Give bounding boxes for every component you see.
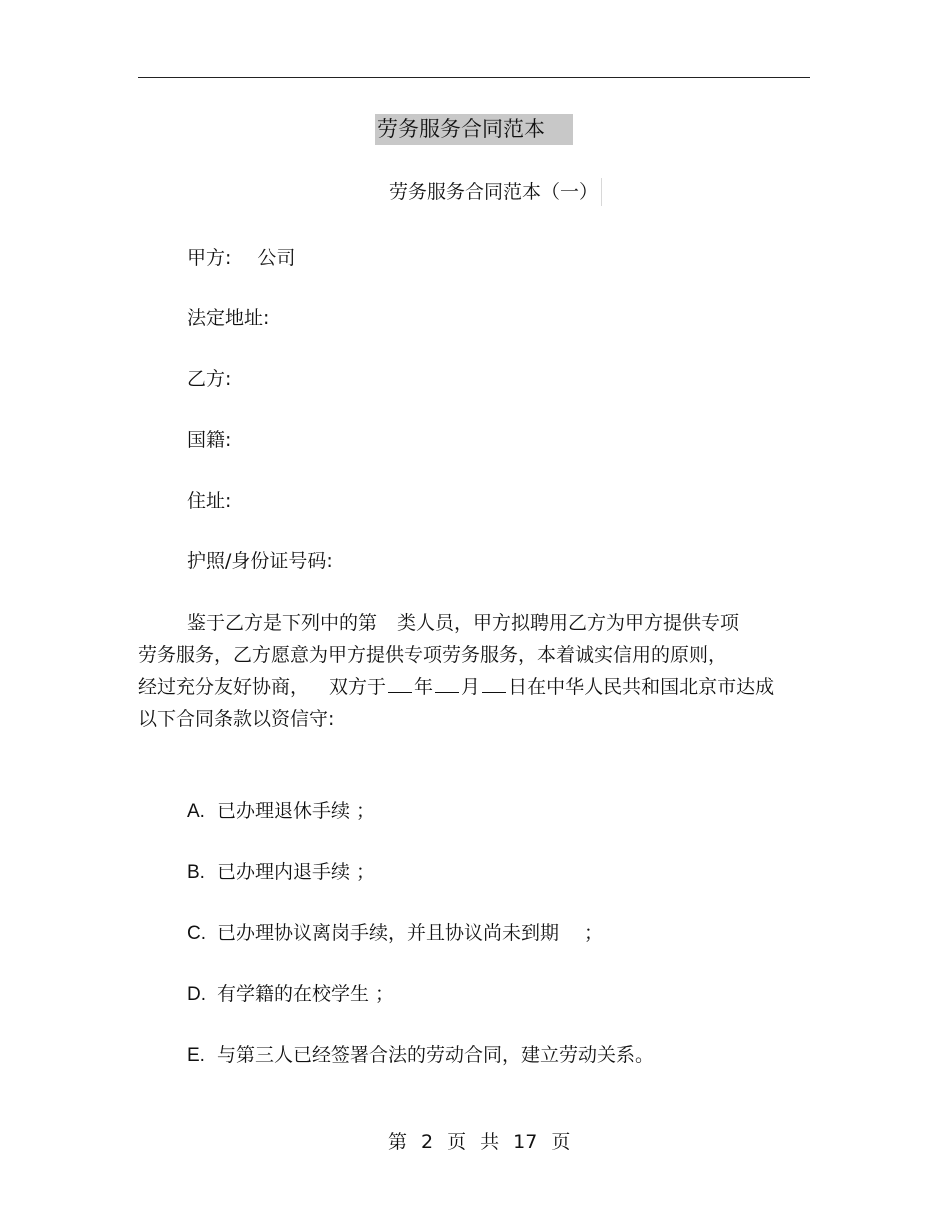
header-rule [138, 77, 810, 78]
option-letter: A. [187, 801, 205, 822]
address-label: 住址: [187, 490, 232, 512]
party-a-value: 公司 [257, 247, 296, 269]
option-letter: C. [187, 923, 206, 944]
option-text: 已办理退休手续 ； [217, 800, 376, 822]
page-prefix: 第 [388, 1131, 408, 1153]
preamble-text: 经过充分友好协商， [138, 676, 310, 698]
day-blank [482, 674, 506, 693]
month-blank [435, 674, 459, 693]
preamble-line-2: 劳务服务，乙方愿意为甲方提供专项劳务服务，本着诚实信用的原则， [138, 644, 728, 666]
page-word: 页 [447, 1131, 467, 1153]
option-letter: D. [187, 984, 206, 1005]
year-label: 年 [414, 676, 434, 698]
id-number-label: 护照/身份证号码: [187, 550, 333, 572]
party-b-label: 乙方: [187, 368, 232, 390]
option-item-e [187, 1041, 654, 1070]
party-b-field [187, 365, 231, 393]
legal-address-field [187, 304, 269, 332]
address-field [187, 487, 231, 515]
option-text: 已办理内退手续 ； [217, 861, 376, 883]
option-letter: E. [187, 1045, 205, 1066]
party-a-label: 甲方: [187, 247, 232, 269]
option-item-c [187, 919, 603, 948]
preamble-text: 鉴于乙方是下列中的第 [187, 612, 378, 634]
party-a-field [187, 244, 295, 272]
option-text: 已办理协议离岗手续，并且协议尚未到期 ； [217, 922, 604, 944]
current-page: 2 [421, 1131, 434, 1153]
option-item-b [187, 858, 375, 887]
preamble-text: 日在中华人民共和国北京市达成 [508, 676, 775, 698]
option-item-d [187, 980, 394, 1009]
total-prefix: 共 [480, 1131, 500, 1153]
month-label: 月 [461, 676, 481, 698]
preamble-paragraph [138, 607, 810, 735]
option-item-a [187, 797, 375, 826]
page-suffix: 页 [551, 1131, 571, 1153]
year-blank [388, 674, 412, 693]
document-subtitle: 劳务服务合同范本（一） [389, 178, 602, 206]
total-pages: 17 [513, 1131, 538, 1153]
preamble-text: 双方于 [329, 676, 387, 698]
preamble-line-3 [138, 671, 810, 703]
id-number-field [187, 547, 333, 575]
legal-address-label: 法定地址: [187, 307, 270, 329]
option-text: 有学籍的在校学生 ； [217, 983, 395, 1005]
nationality-label: 国籍: [187, 429, 232, 451]
preamble-line-1 [138, 607, 810, 639]
document-title: 劳务服务合同范本 [375, 114, 573, 145]
option-letter: B. [187, 862, 205, 883]
preamble-text: 类人员，甲方拟聘用乙方为甲方提供专项 [397, 612, 740, 634]
page-number-footer [388, 1128, 584, 1156]
preamble-line-4: 以下合同条款以资信守: [138, 708, 335, 730]
nationality-field [187, 426, 231, 454]
option-text: 与第三人已经签署合法的劳动合同，建立劳动关系。 [217, 1044, 655, 1066]
